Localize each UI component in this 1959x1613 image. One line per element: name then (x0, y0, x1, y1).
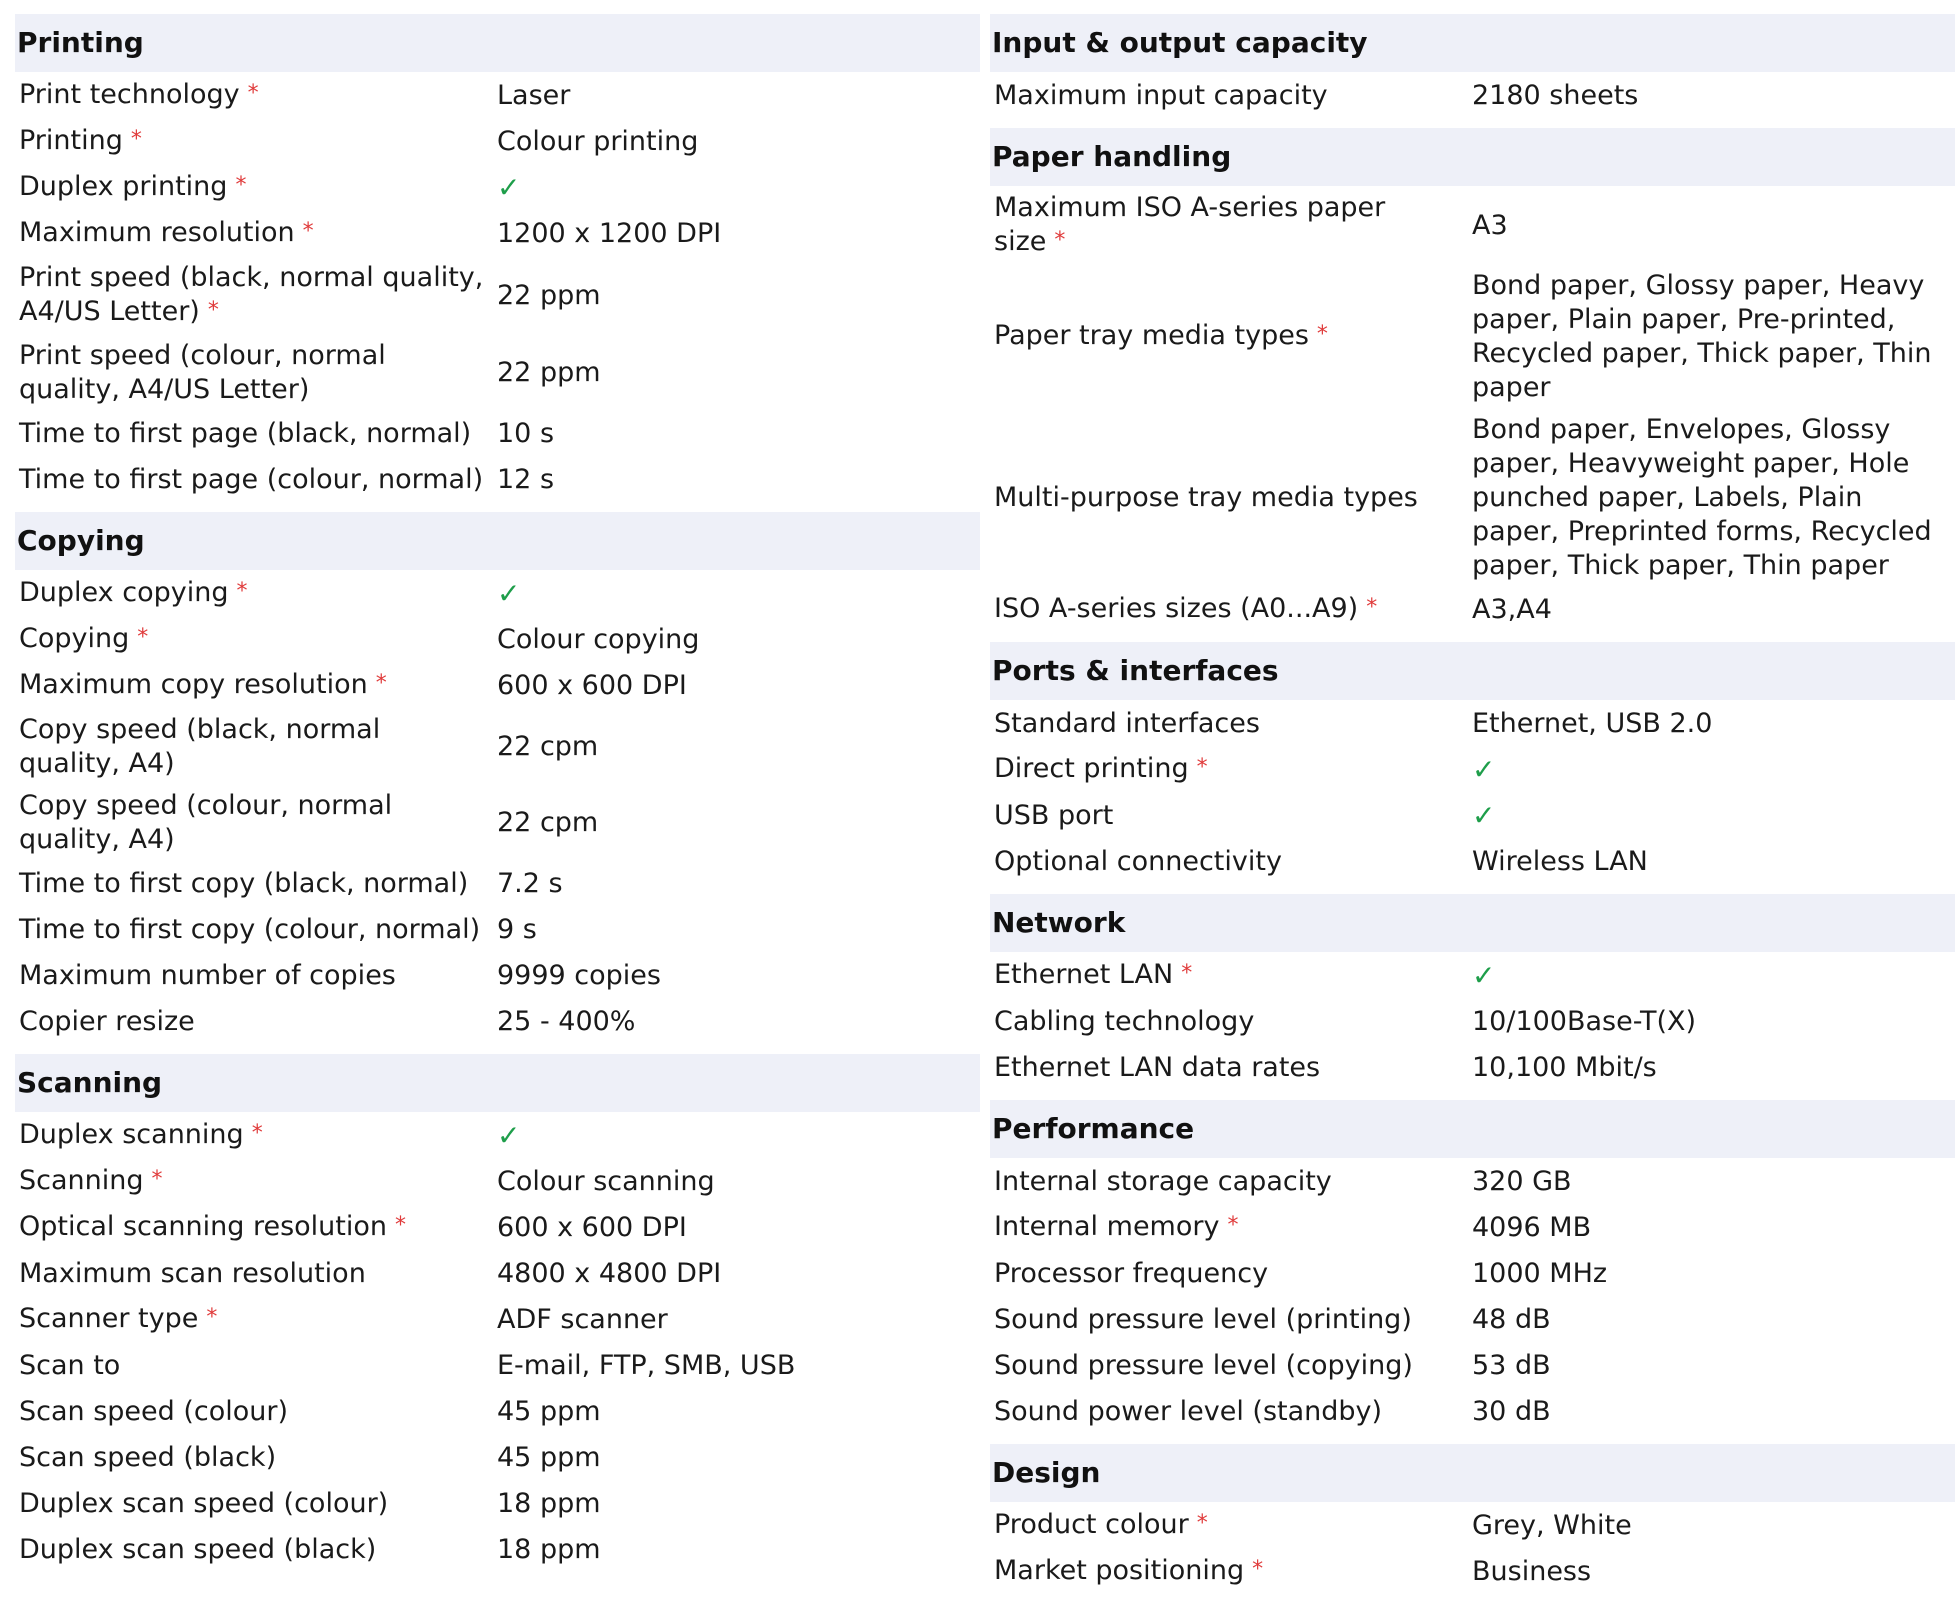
spec-value: 48 dB (1472, 1304, 1551, 1335)
spec-row (990, 1342, 1955, 1388)
spec-label-text: Copy speed (colour, normal quality, A4) (19, 790, 393, 855)
spec-row (15, 1480, 980, 1526)
spec-label-text: Maximum resolution (19, 217, 295, 248)
spec-row (990, 998, 1955, 1044)
spec-label (990, 1508, 1472, 1544)
spec-label-text: Product colour (994, 1509, 1189, 1540)
spec-value: Colour scanning (497, 1166, 715, 1197)
spec-label (990, 1005, 1472, 1039)
required-asterisk-icon[interactable]: * (236, 579, 248, 604)
spec-row (990, 838, 1955, 884)
spec-value: 45 ppm (497, 1396, 601, 1427)
spec-label-text: Copying (19, 623, 130, 654)
spec-label-text: Maximum copy resolution (19, 669, 368, 700)
spec-label (15, 867, 497, 901)
section-title: Performance (990, 1100, 1955, 1158)
spec-row (990, 1044, 1955, 1090)
required-asterisk-icon[interactable]: * (207, 298, 219, 323)
spec-value (1472, 959, 1955, 994)
spec-value: Bond paper, Envelopes, Glossy paper, Heavyweight paper, Hole punched paper, Labels, Plain paper, Preprinted forms, Recycled paper, Thick paper, Thin paper (1472, 414, 1932, 581)
required-asterisk-icon[interactable]: * (1181, 961, 1193, 986)
spec-label-text: Internal memory (994, 1211, 1220, 1242)
section-title: Input & output capacity (990, 14, 1955, 72)
spec-row (15, 662, 980, 708)
spec-value: Grey, White (1472, 1510, 1632, 1541)
spec-label-text: Scanner type (19, 1303, 199, 1334)
spec-row (15, 456, 980, 502)
spec-value: 45 ppm (497, 1442, 601, 1473)
spec-label (990, 845, 1472, 879)
spec-row (990, 1296, 1955, 1342)
spec-row (15, 1250, 980, 1296)
spec-label-text: Duplex scan speed (black) (19, 1534, 377, 1565)
spec-value: 10/100Base-T(X) (1472, 1006, 1697, 1037)
required-asterisk-icon[interactable]: * (302, 219, 314, 244)
spec-row (990, 72, 1955, 118)
spec-label-text: Print technology (19, 79, 240, 110)
spec-value: ADF scanner (497, 1304, 668, 1335)
spec-row (990, 792, 1955, 838)
spec-row (990, 1204, 1955, 1250)
spec-row (15, 952, 980, 998)
checkmark-icon: ✓ (497, 1118, 521, 1152)
spec-label (990, 799, 1472, 833)
spec-value: 1200 x 1200 DPI (497, 218, 722, 249)
spec-label-text: Duplex scanning (19, 1119, 244, 1150)
spec-label (15, 339, 497, 407)
spec-label (990, 592, 1472, 628)
spec-row (990, 408, 1955, 586)
spec-label (990, 1554, 1472, 1590)
spec-label-text: Time to first page (colour, normal) (19, 464, 484, 495)
spec-label (990, 752, 1472, 788)
spec-row (15, 1526, 980, 1572)
spec-label (15, 668, 497, 704)
required-asterisk-icon[interactable]: * (375, 671, 387, 696)
spec-label-text: Maximum input capacity (994, 80, 1328, 111)
spec-label-text: Time to first copy (colour, normal) (19, 914, 481, 945)
spec-row (15, 906, 980, 952)
section-printing (15, 14, 980, 502)
checkmark-icon: ✓ (1472, 752, 1496, 786)
spec-label-text: Print speed (colour, normal quality, A4/US Letter) (19, 340, 386, 405)
spec-label (15, 959, 497, 993)
required-asterisk-icon[interactable]: * (130, 127, 142, 152)
spec-label-text: Time to first copy (black, normal) (19, 868, 469, 899)
spec-label (15, 1533, 497, 1567)
section-ports-interfaces (990, 642, 1955, 884)
spec-label (15, 417, 497, 451)
spec-row (15, 118, 980, 164)
section-scanning (15, 1054, 980, 1572)
spec-label (15, 913, 497, 947)
spec-row (15, 860, 980, 906)
spec-value: A3,A4 (1472, 594, 1552, 625)
spec-value: 10 s (497, 418, 555, 449)
spec-label-text: Printing (19, 125, 123, 156)
spec-label-text: Duplex copying (19, 577, 229, 608)
spec-value: Business (1472, 1556, 1592, 1587)
spec-value: E-mail, FTP, SMB, USB (497, 1350, 796, 1381)
spec-value: 600 x 600 DPI (497, 1212, 687, 1243)
spec-value: Colour copying (497, 624, 700, 655)
spec-label (990, 481, 1472, 515)
spec-row (15, 708, 980, 784)
spec-value: 9999 copies (497, 960, 661, 991)
section-title: Network (990, 894, 1955, 952)
spec-label-text: Standard interfaces (994, 708, 1260, 739)
section-network (990, 894, 1955, 1090)
spec-label (990, 79, 1472, 113)
section-design (990, 1444, 1955, 1594)
spec-value: A3 (1472, 210, 1508, 241)
section-title: Ports & interfaces (990, 642, 1955, 700)
spec-label (15, 1349, 497, 1383)
spec-row (15, 784, 980, 860)
spec-label (15, 1118, 497, 1154)
spec-value: 600 x 600 DPI (497, 670, 687, 701)
checkmark-icon: ✓ (1472, 958, 1496, 992)
spec-label (990, 319, 1472, 355)
spec-label-text: Multi-purpose tray media types (994, 482, 1418, 513)
spec-row (990, 586, 1955, 632)
spec-label-text: Scanning (19, 1165, 144, 1196)
spec-value: Bond paper, Glossy paper, Heavy paper, Plain paper, Pre-printed, Recycled paper, Thick paper, Thin paper (1472, 270, 1932, 403)
section-title: Scanning (15, 1054, 980, 1112)
spec-value: 22 ppm (497, 357, 601, 388)
spec-label-text: Ethernet LAN (994, 959, 1174, 990)
section-title: Copying (15, 512, 980, 570)
section-input-output-capacity (990, 14, 1955, 118)
spec-label (990, 1165, 1472, 1199)
spec-label (990, 958, 1472, 994)
required-asterisk-icon[interactable]: * (395, 1213, 407, 1238)
spec-value: Laser (497, 80, 571, 111)
spec-row (990, 186, 1955, 264)
section-paper-handling (990, 128, 1955, 632)
spec-row (990, 1548, 1955, 1594)
spec-value (497, 577, 980, 612)
spec-value: 320 GB (1472, 1166, 1572, 1197)
required-asterisk-icon[interactable]: * (251, 1121, 263, 1146)
spec-label-text: ISO A-series sizes (A0...A9) (994, 593, 1359, 624)
spec-label (990, 1395, 1472, 1429)
spec-value: 22 ppm (497, 280, 601, 311)
spec-row (15, 410, 980, 456)
spec-row (15, 334, 980, 410)
spec-label (15, 216, 497, 252)
spec-row (990, 700, 1955, 746)
spec-label (990, 1303, 1472, 1337)
spec-value (497, 1119, 980, 1154)
section-copying (15, 512, 980, 1044)
spec-label (15, 789, 497, 857)
spec-label (990, 1349, 1472, 1383)
spec-value (1472, 753, 1955, 788)
required-asterisk-icon[interactable]: * (1227, 1213, 1239, 1238)
spec-value: 18 ppm (497, 1488, 601, 1519)
spec-value: Wireless LAN (1472, 846, 1648, 877)
spec-label (15, 170, 497, 206)
spec-label (15, 622, 497, 658)
spec-row (15, 72, 980, 118)
spec-value: 1000 MHz (1472, 1258, 1608, 1289)
spec-row (990, 1502, 1955, 1548)
spec-row (15, 616, 980, 662)
spec-value (497, 171, 980, 206)
spec-row (990, 1388, 1955, 1434)
spec-label (15, 124, 497, 160)
spec-label-text: Scan to (19, 1350, 121, 1381)
spec-row (15, 164, 980, 210)
spec-row (990, 746, 1955, 792)
spec-row (15, 570, 980, 616)
required-asterisk-icon[interactable]: * (247, 81, 259, 106)
required-asterisk-icon[interactable]: * (206, 1305, 218, 1330)
spec-label (990, 707, 1472, 741)
spec-row (990, 1158, 1955, 1204)
spec-row (990, 1250, 1955, 1296)
spec-value: 12 s (497, 464, 555, 495)
spec-label-text: USB port (994, 800, 1114, 831)
spec-label-text: Maximum number of copies (19, 960, 396, 991)
spec-row (15, 1204, 980, 1250)
spec-row (15, 256, 980, 334)
spec-label-text: Maximum scan resolution (19, 1258, 366, 1289)
checkmark-icon: ✓ (1472, 798, 1496, 832)
spec-value: 30 dB (1472, 1396, 1551, 1427)
spec-label-text: Print speed (black, normal quality, A4/US Letter) (19, 262, 484, 327)
required-asterisk-icon[interactable]: * (1054, 228, 1066, 253)
spec-label-text: Market positioning (994, 1555, 1245, 1586)
spec-label (15, 1210, 497, 1246)
required-asterisk-icon[interactable]: * (235, 173, 247, 198)
spec-label (990, 1210, 1472, 1246)
required-asterisk-icon[interactable]: * (1252, 1557, 1264, 1582)
section-title: Paper handling (990, 128, 1955, 186)
spec-value: 7.2 s (497, 868, 563, 899)
spec-label (15, 78, 497, 114)
spec-value: Colour printing (497, 126, 699, 157)
spec-label (15, 1005, 497, 1039)
spec-label (990, 191, 1472, 261)
spec-label (15, 1164, 497, 1200)
spec-row (15, 1112, 980, 1158)
required-asterisk-icon[interactable]: * (1316, 322, 1328, 347)
spec-label-text: Optional connectivity (994, 846, 1282, 877)
spec-label-text: Duplex scan speed (colour) (19, 1488, 389, 1519)
spec-row (15, 210, 980, 256)
spec-value: 4800 x 4800 DPI (497, 1258, 722, 1289)
spec-label-text: Paper tray media types (994, 320, 1309, 351)
checkmark-icon: ✓ (497, 576, 521, 610)
spec-label (15, 576, 497, 612)
spec-label-text: Internal storage capacity (994, 1166, 1332, 1197)
spec-label (15, 1302, 497, 1338)
spec-value: 53 dB (1472, 1350, 1551, 1381)
spec-label-text: Scan speed (black) (19, 1442, 277, 1473)
spec-label-text: Ethernet LAN data rates (994, 1052, 1321, 1083)
spec-value: Ethernet, USB 2.0 (1472, 708, 1713, 739)
required-asterisk-icon[interactable]: * (1196, 755, 1208, 780)
spec-value: 10,100 Mbit/s (1472, 1052, 1657, 1083)
spec-label (990, 1257, 1472, 1291)
spec-label-text: Copy speed (black, normal quality, A4) (19, 714, 381, 779)
required-asterisk-icon[interactable]: * (137, 625, 149, 650)
spec-label-text: Cabling technology (994, 1006, 1255, 1037)
spec-value (1472, 799, 1955, 834)
spec-label (15, 1395, 497, 1429)
spec-label (15, 463, 497, 497)
spec-label (15, 1441, 497, 1475)
spec-row (990, 952, 1955, 998)
spec-label-text: Maximum ISO A-series paper size (994, 192, 1386, 257)
spec-label (15, 1257, 497, 1291)
spec-label-text: Sound pressure level (printing) (994, 1304, 1412, 1335)
required-asterisk-icon[interactable]: * (1196, 1511, 1208, 1536)
spec-label-text: Sound pressure level (copying) (994, 1350, 1413, 1381)
spec-label (15, 1487, 497, 1521)
spec-row (15, 1342, 980, 1388)
section-title: Design (990, 1444, 1955, 1502)
spec-value: 2180 sheets (1472, 80, 1639, 111)
spec-label-text: Scan speed (colour) (19, 1396, 289, 1427)
spec-value: 22 cpm (497, 807, 599, 838)
spec-label (15, 713, 497, 781)
spec-label (15, 261, 497, 331)
spec-label-text: Direct printing (994, 753, 1189, 784)
checkmark-icon: ✓ (497, 170, 521, 204)
left-column (15, 14, 980, 1582)
spec-row (15, 998, 980, 1044)
section-performance (990, 1100, 1955, 1434)
spec-value: 4096 MB (1472, 1212, 1592, 1243)
spec-label (990, 1051, 1472, 1085)
spec-value: 18 ppm (497, 1534, 601, 1565)
right-column (990, 14, 1955, 1604)
spec-label-text: Optical scanning resolution (19, 1211, 388, 1242)
spec-row (15, 1296, 980, 1342)
spec-value: 22 cpm (497, 731, 599, 762)
spec-row (15, 1388, 980, 1434)
spec-label-text: Processor frequency (994, 1258, 1269, 1289)
spec-label-text: Copier resize (19, 1006, 195, 1037)
spec-label-text: Sound power level (standby) (994, 1396, 1383, 1427)
spec-label-text: Time to first page (black, normal) (19, 418, 472, 449)
spec-row (15, 1434, 980, 1480)
spec-value: 9 s (497, 914, 537, 945)
spec-row (990, 264, 1955, 408)
section-title: Printing (15, 14, 980, 72)
spec-value: 25 - 400% (497, 1006, 636, 1037)
spec-label-text: Duplex printing (19, 171, 228, 202)
spec-row (15, 1158, 980, 1204)
required-asterisk-icon[interactable]: * (1366, 595, 1378, 620)
required-asterisk-icon[interactable]: * (151, 1167, 163, 1192)
